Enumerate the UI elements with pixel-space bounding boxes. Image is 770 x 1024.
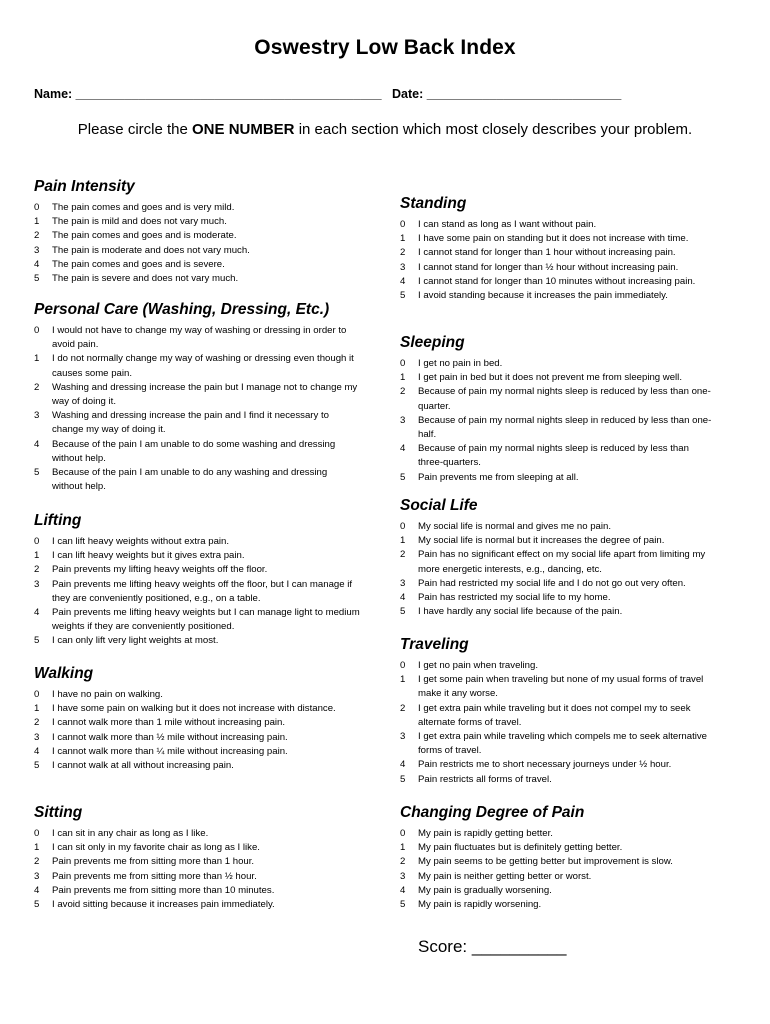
option-5[interactable] xyxy=(34,898,364,912)
option-0[interactable] xyxy=(400,827,722,841)
option-number[interactable]: 1 xyxy=(34,550,40,562)
option-number[interactable]: 0 xyxy=(400,219,406,230)
option-number[interactable]: 5 xyxy=(34,467,40,479)
option-5[interactable] xyxy=(34,466,359,494)
option-number[interactable]: 2 xyxy=(400,386,406,398)
option-1[interactable] xyxy=(400,673,722,701)
option-text: I have no pain on walking. xyxy=(52,689,163,700)
section-pain-intensity xyxy=(34,177,364,286)
section-standing xyxy=(400,194,725,303)
option-2[interactable] xyxy=(400,702,722,730)
option-1[interactable] xyxy=(400,841,722,855)
section-traveling xyxy=(400,635,722,787)
option-text: The pain is moderate and does not vary much. xyxy=(52,244,250,256)
option-text: The pain comes and goes and is very mild. xyxy=(52,202,235,213)
option-text: My pain seems to be getting better but improvement is slow. xyxy=(418,856,673,868)
option-number[interactable]: 0 xyxy=(400,660,406,671)
option-0[interactable] xyxy=(400,218,725,232)
option-text: Washing and dressing increase the pain and I find it necessary to change my way of doing it. xyxy=(52,410,329,436)
option-number[interactable]: 4 xyxy=(34,258,40,270)
section-sleeping xyxy=(400,333,712,485)
option-5[interactable] xyxy=(400,898,722,912)
score-field[interactable]: Score: __________ xyxy=(418,937,567,956)
option-text: I cannot walk at all without increasing pain. xyxy=(52,760,234,772)
option-number[interactable]: 5 xyxy=(400,899,406,911)
option-4[interactable] xyxy=(400,275,725,289)
option-number[interactable]: 4 xyxy=(400,759,406,771)
option-4[interactable] xyxy=(400,442,712,470)
option-number[interactable]: 3 xyxy=(400,577,406,589)
option-4[interactable] xyxy=(34,438,359,466)
option-0[interactable] xyxy=(34,688,364,702)
option-text: I can sit in any chair as long as I like. xyxy=(52,828,209,839)
option-text: Pain prevents my lifting heavy weights off the floor. xyxy=(52,564,268,576)
option-2[interactable] xyxy=(34,716,364,730)
section-changing-degree-of-pain xyxy=(400,803,722,912)
option-text: I cannot walk more than ¼ mile without increasing pain. xyxy=(52,745,288,757)
option-5[interactable] xyxy=(34,272,364,286)
section-heading: Pain Intensity xyxy=(34,178,135,195)
option-number[interactable]: 2 xyxy=(34,856,40,868)
section-walking xyxy=(34,664,364,773)
option-text: I can lift heavy weights without extra pain. xyxy=(52,536,230,547)
option-number[interactable]: 4 xyxy=(34,745,40,757)
option-2[interactable] xyxy=(34,855,364,869)
option-number[interactable]: 3 xyxy=(400,261,406,273)
option-4[interactable] xyxy=(34,258,364,272)
option-text: I avoid sitting because it increases pain immediately. xyxy=(52,899,275,911)
option-3[interactable] xyxy=(400,577,722,591)
option-number[interactable]: 5 xyxy=(34,273,40,285)
option-text: My pain is gradually worsening. xyxy=(418,884,552,896)
option-1[interactable] xyxy=(34,841,364,855)
option-text: I have some pain on standing but it does not increase with time. xyxy=(418,233,689,245)
option-text: I would not have to change my way of washing or dressing in order to avoid pain. xyxy=(52,325,347,351)
section-heading: Personal Care (Washing, Dressing, Etc.) xyxy=(34,301,330,318)
section-heading: Walking xyxy=(34,665,94,682)
option-1[interactable] xyxy=(34,702,364,716)
option-text: Washing and dressing increase the pain but I manage not to change my way of doing it. xyxy=(52,381,358,408)
option-number[interactable]: 3 xyxy=(34,578,40,590)
option-2[interactable] xyxy=(34,563,364,577)
option-text: I cannot walk more than 1 mile without increasing pain. xyxy=(52,717,286,729)
option-3[interactable] xyxy=(400,414,712,442)
option-number[interactable]: 0 xyxy=(400,358,406,369)
option-text: Pain prevents me from sitting more than 1 hour. xyxy=(52,856,255,868)
option-1[interactable] xyxy=(34,352,359,380)
section-personal-care xyxy=(34,300,359,494)
option-text: My social life is normal but it increases the degree of pain. xyxy=(418,535,665,547)
option-text: I can stand as long as I want without pain. xyxy=(418,219,597,230)
option-number[interactable]: 3 xyxy=(400,731,406,743)
option-number[interactable]: 4 xyxy=(400,884,406,896)
option-text: I get extra pain while traveling but it does not compel my to seek alternate forms of travel. xyxy=(418,702,691,728)
option-number[interactable]: 3 xyxy=(34,410,40,422)
option-text: I can only lift very light weights at most. xyxy=(52,635,219,647)
option-number[interactable]: 2 xyxy=(400,702,406,714)
option-text: I cannot stand for longer than 10 minutes without increasing pain. xyxy=(418,275,696,287)
option-4[interactable] xyxy=(400,758,722,772)
option-text: The pain comes and goes and is moderate. xyxy=(52,230,237,242)
option-text: Pain has no significant effect on my social life apart from limiting my more energetic interests, e.g., dancing, etc. xyxy=(418,549,706,575)
option-number[interactable]: 3 xyxy=(34,731,40,743)
option-0[interactable] xyxy=(400,659,722,673)
option-5[interactable] xyxy=(34,759,364,773)
option-text: I have some pain on walking but it does not increase with distance. xyxy=(52,703,336,715)
option-number[interactable]: 2 xyxy=(400,856,406,868)
option-text: Because of pain my normal nights sleep is reduced by less than three-quarters. xyxy=(418,443,689,469)
section-heading: Changing Degree of Pain xyxy=(400,804,585,821)
option-0[interactable] xyxy=(34,827,364,841)
option-text: I can sit only in my favorite chair as long as I like. xyxy=(52,842,260,854)
option-number[interactable]: 4 xyxy=(400,592,406,604)
option-number[interactable]: 1 xyxy=(400,842,406,854)
section-sitting xyxy=(34,803,364,912)
section-heading: Social Life xyxy=(400,497,478,514)
option-5[interactable] xyxy=(400,605,722,619)
option-number[interactable]: 5 xyxy=(34,635,40,647)
option-number[interactable]: 2 xyxy=(34,564,40,576)
option-number[interactable]: 0 xyxy=(34,325,40,336)
option-number[interactable]: 1 xyxy=(34,703,40,715)
option-number[interactable]: 2 xyxy=(34,230,40,242)
option-text: I cannot walk more than ½ mile without increasing pain. xyxy=(52,731,288,743)
section-social-life xyxy=(400,496,722,619)
option-3[interactable] xyxy=(34,409,359,437)
option-text: My pain is neither getting better or worst. xyxy=(418,870,592,882)
option-1[interactable] xyxy=(400,371,712,385)
option-text: Pain prevents me lifting heavy weights off the floor, but I can manage if they are conveniently positioned, e.g., on a table. xyxy=(52,578,353,604)
option-text: My pain fluctuates but is definitely getting better. xyxy=(418,842,623,854)
option-text: The pain is mild and does not vary much. xyxy=(52,216,227,228)
option-number[interactable]: 0 xyxy=(400,521,406,532)
option-text: Because of the pain I am unable to do some washing and dressing without help. xyxy=(52,438,336,464)
option-text: Pain prevents me from sitting more than ½ hour. xyxy=(52,870,257,882)
option-0[interactable] xyxy=(34,201,364,215)
option-text: Because of pain my normal nights sleep in reduced by less than one-half. xyxy=(418,414,712,441)
option-number[interactable]: 5 xyxy=(400,606,406,618)
option-2[interactable] xyxy=(34,381,359,409)
option-text: I get no pain when traveling. xyxy=(418,660,539,671)
option-text: Pain has restricted my social life to my home. xyxy=(418,592,611,604)
option-0[interactable] xyxy=(34,535,364,549)
option-number[interactable]: 2 xyxy=(34,381,40,393)
option-2[interactable] xyxy=(400,246,725,260)
date-field[interactable]: Date: ____________________________ xyxy=(392,87,622,101)
option-text: I get no pain in bed. xyxy=(418,358,503,369)
option-4[interactable] xyxy=(400,591,722,605)
option-2[interactable] xyxy=(400,855,722,869)
option-0[interactable] xyxy=(34,324,359,352)
option-1[interactable] xyxy=(400,232,725,246)
option-5[interactable] xyxy=(34,634,364,648)
option-text: I get extra pain while traveling which compels me to seek alternative forms of travel. xyxy=(418,731,708,757)
option-number[interactable]: 5 xyxy=(400,773,406,785)
option-text: Pain restricts all forms of travel. xyxy=(418,773,552,785)
option-number[interactable]: 4 xyxy=(400,443,406,455)
option-text: My social life is normal and gives me no pain. xyxy=(418,521,612,532)
option-1[interactable] xyxy=(34,549,364,563)
option-2[interactable] xyxy=(34,229,364,243)
option-4[interactable] xyxy=(34,884,364,898)
option-number[interactable]: 1 xyxy=(400,233,406,245)
option-text: Pain had restricted my social life and I do not go out very often. xyxy=(418,577,686,589)
option-text: I avoid standing because it increases the pain immediately. xyxy=(418,290,668,302)
option-number[interactable]: 5 xyxy=(34,899,40,911)
option-text: I have hardly any social life because of the pain. xyxy=(418,606,623,618)
option-2[interactable] xyxy=(400,548,722,576)
option-number[interactable]: 2 xyxy=(34,717,40,729)
form-title: Oswestry Low Back Index xyxy=(254,36,516,59)
option-text: The pain is severe and does not vary much. xyxy=(52,273,239,285)
option-text: My pain is rapidly worsening. xyxy=(418,899,542,911)
option-text: The pain comes and goes and is severe. xyxy=(52,258,225,270)
option-text: Pain prevents me from sleeping at all. xyxy=(418,471,579,483)
option-number[interactable]: 0 xyxy=(34,536,40,547)
option-text: I get some pain when traveling but none of my usual forms of travel make it any worse. xyxy=(418,674,704,700)
option-text: Because of the pain I am unable to do any washing and dressing without help. xyxy=(52,467,328,493)
option-text: I cannot stand for longer than ½ hour without increasing pain. xyxy=(418,261,679,273)
option-number[interactable]: 2 xyxy=(400,549,406,561)
option-number[interactable]: 4 xyxy=(400,275,406,287)
option-text: Pain prevents me from sitting more than 10 minutes. xyxy=(52,884,275,896)
option-number[interactable]: 5 xyxy=(34,760,40,772)
section-heading: Traveling xyxy=(400,636,469,653)
option-number[interactable]: 4 xyxy=(34,438,40,450)
option-3[interactable] xyxy=(400,870,722,884)
option-5[interactable] xyxy=(400,773,722,787)
instructions-emphasis: ONE NUMBER xyxy=(192,121,295,138)
option-number[interactable]: 0 xyxy=(34,689,40,700)
option-number[interactable]: 1 xyxy=(34,842,40,854)
option-number[interactable]: 1 xyxy=(400,372,406,384)
option-4[interactable] xyxy=(400,884,722,898)
option-0[interactable] xyxy=(400,357,712,371)
option-number[interactable]: 3 xyxy=(400,870,406,882)
option-number[interactable]: 1 xyxy=(400,674,406,686)
option-text: Pain prevents me lifting heavy weights but I can manage light to medium weights if they are conveniently positioned. xyxy=(52,607,360,633)
section-lifting xyxy=(34,511,364,649)
option-number[interactable]: 5 xyxy=(400,471,406,483)
section-heading: Standing xyxy=(400,195,467,212)
option-text: Because of pain my normal nights sleep is reduced by less than one-quarter. xyxy=(418,386,711,412)
option-number[interactable]: 1 xyxy=(34,353,40,365)
option-text: Pain restricts me to short necessary journeys under ½ hour. xyxy=(418,759,672,771)
option-4[interactable] xyxy=(34,606,364,634)
option-0[interactable] xyxy=(400,520,722,534)
instructions-text-before: Please circle the xyxy=(77,121,193,138)
option-number[interactable]: 3 xyxy=(400,414,406,426)
option-number[interactable]: 0 xyxy=(34,202,40,213)
option-number[interactable]: 4 xyxy=(34,607,40,619)
section-heading: Sleeping xyxy=(400,334,465,351)
option-3[interactable] xyxy=(34,578,364,606)
instructions xyxy=(0,121,770,138)
option-text: I get pain in bed but it does not prevent me from sleeping well. xyxy=(418,372,682,384)
option-number[interactable]: 2 xyxy=(400,247,406,259)
option-5[interactable] xyxy=(400,289,725,303)
option-3[interactable] xyxy=(34,870,364,884)
option-2[interactable] xyxy=(400,385,712,413)
option-1[interactable] xyxy=(34,215,364,229)
option-number[interactable]: 3 xyxy=(34,244,40,256)
option-number[interactable]: 5 xyxy=(400,290,406,302)
option-number[interactable]: 4 xyxy=(34,884,40,896)
option-3[interactable] xyxy=(34,244,364,258)
option-text: I cannot stand for longer than 1 hour without increasing pain. xyxy=(418,247,676,259)
name-field[interactable]: Name: ____________________________________________ xyxy=(34,87,382,101)
option-number[interactable]: 1 xyxy=(400,535,406,547)
option-number[interactable]: 0 xyxy=(400,828,406,839)
option-text: I do not normally change my way of washing or dressing even though it causes some pain. xyxy=(52,353,354,379)
option-3[interactable] xyxy=(400,261,725,275)
instructions-text-after: in each section which most closely describes your problem. xyxy=(294,121,693,138)
option-number[interactable]: 0 xyxy=(34,828,40,839)
option-number[interactable]: 1 xyxy=(34,216,40,228)
option-text: I can lift heavy weights but it gives extra pain. xyxy=(52,550,245,562)
option-4[interactable] xyxy=(34,745,364,759)
option-5[interactable] xyxy=(400,471,712,485)
option-number[interactable]: 3 xyxy=(34,870,40,882)
option-1[interactable] xyxy=(400,534,722,548)
section-heading: Lifting xyxy=(34,512,82,529)
option-3[interactable] xyxy=(400,730,722,758)
section-heading: Sitting xyxy=(34,804,83,821)
option-text: My pain is rapidly getting better. xyxy=(418,828,553,839)
option-3[interactable] xyxy=(34,731,364,745)
